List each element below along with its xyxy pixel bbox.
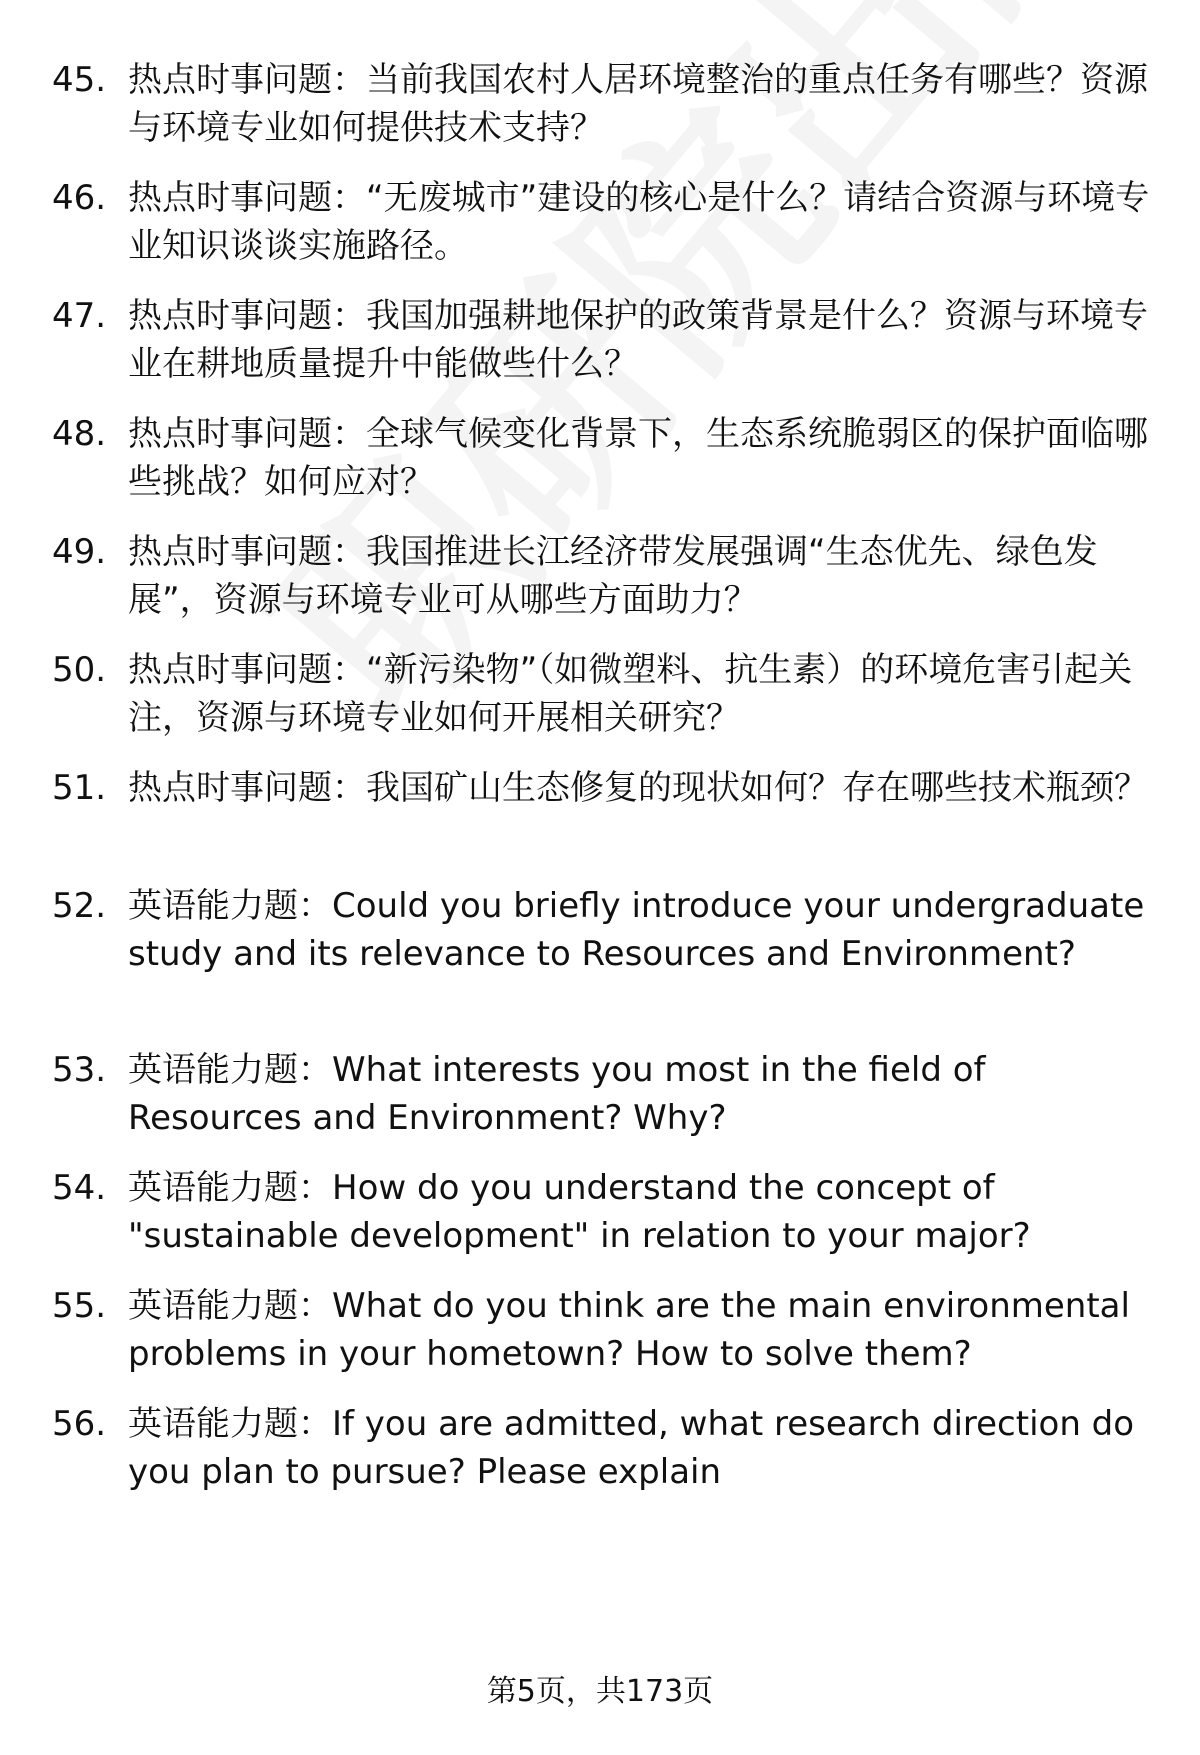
page-footer: 第5页，共173页	[486, 1674, 714, 1709]
question-number: 55.	[52, 1286, 107, 1326]
question-text: 热点时事问题：当前我国农村人居环境整治的重点任务有哪些？资源与环境专业如何提供技术支持？	[128, 60, 1148, 148]
question-text: 英语能力题：If you are admitted, what research direction do you plan to pursue? Please explain	[128, 1404, 1135, 1492]
question-number: 47.	[52, 296, 107, 336]
question-text: 热点时事问题：“新污染物”（如微塑料、抗生素）的环境危害引起关注，资源与环境专业如何开展相关研究？	[128, 650, 1133, 738]
question-number: 49.	[52, 532, 107, 572]
question-text: 英语能力题：Could you briefly introduce your undergraduate study and its relevance to Resources and Environment?	[128, 886, 1145, 974]
question-number: 52.	[52, 886, 107, 926]
question-number: 46.	[52, 178, 107, 218]
question-text: 热点时事问题：我国加强耕地保护的政策背景是什么？资源与环境专业在耕地质量提升中能做些什么？	[128, 296, 1148, 384]
question-number: 53.	[52, 1050, 107, 1090]
question-number: 45.	[52, 60, 107, 100]
question-number: 51.	[52, 768, 107, 808]
question-text: 英语能力题：What do you think are the main environmental problems in your hometown? How to solve them?	[128, 1286, 1130, 1374]
question-text: 英语能力题：How do you understand the concept of "sustainable development" in relation to your major?	[128, 1168, 1031, 1256]
question-number: 56.	[52, 1404, 107, 1444]
question-number: 50.	[52, 650, 107, 690]
question-text: 热点时事问题：“无废城市”建设的核心是什么？请结合资源与环境专业知识谈谈实施路径。	[128, 178, 1150, 266]
question-text: 热点时事问题：全球气候变化背景下，生态系统脆弱区的保护面临哪些挑战？如何应对？	[128, 414, 1148, 502]
question-text: 英语能力题：What interests you most in the field of Resources and Environment? Why?	[128, 1050, 986, 1138]
question-text: 热点时事问题：我国矿山生态修复的现状如何？存在哪些技术瓶颈？	[128, 768, 1148, 808]
question-number: 48.	[52, 414, 107, 454]
question-text: 热点时事问题：我国推进长江经济带发展强调“生态优先、绿色发展”，资源与环境专业可从哪些方面助力？	[128, 532, 1098, 620]
question-number: 54.	[52, 1168, 107, 1208]
